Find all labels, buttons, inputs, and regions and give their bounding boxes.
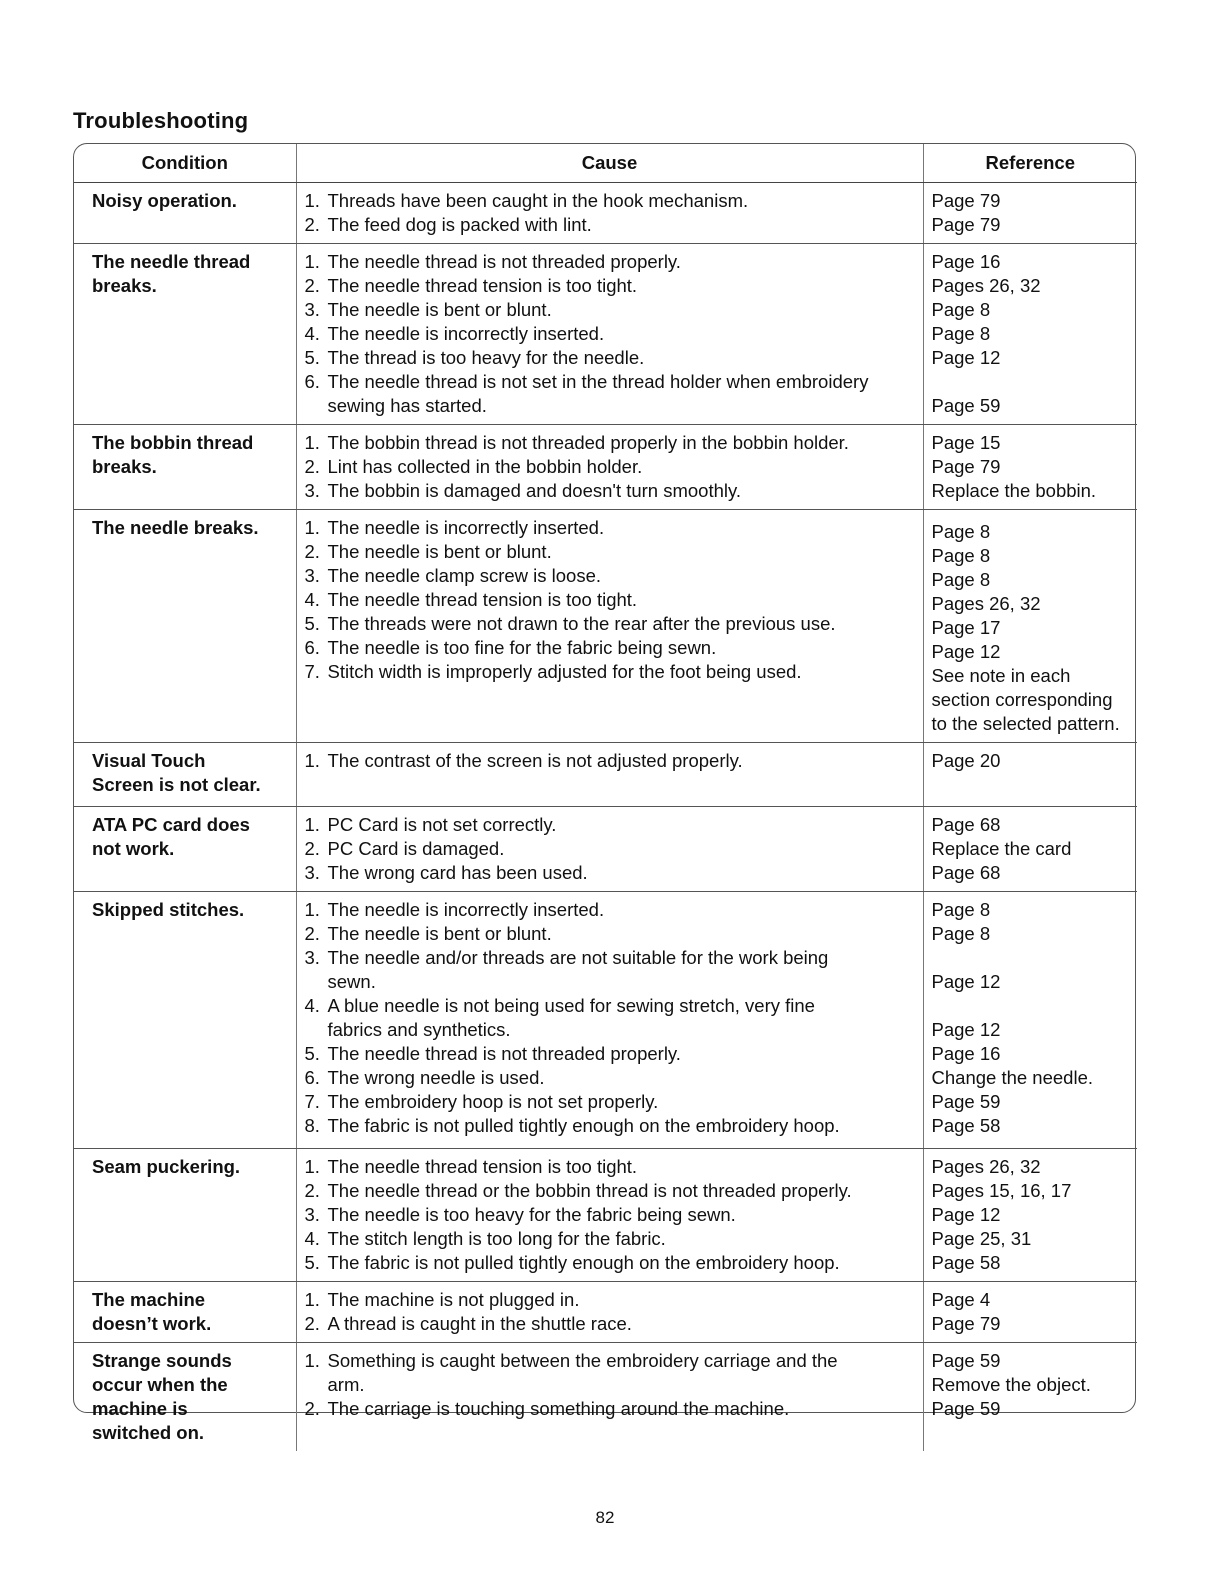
cause-text bbox=[328, 861, 917, 885]
condition-cell bbox=[74, 1282, 296, 1343]
cause-text bbox=[328, 946, 917, 994]
reference-text: Page 8 bbox=[931, 323, 991, 344]
condition-text: ATA PC card does bbox=[92, 814, 250, 835]
cause-text-line: The fabric is not pulled tightly enough on the embroidery hoop. bbox=[327, 1115, 840, 1136]
reference-text: Page 59 bbox=[931, 1398, 1001, 1419]
cause-text bbox=[328, 636, 917, 660]
cause-text-line: The needle thread is not threaded properly. bbox=[327, 1043, 681, 1064]
reference-text: Page 79 bbox=[931, 1313, 1001, 1334]
condition-text: The needle breaks. bbox=[92, 517, 259, 538]
cause-text bbox=[328, 1288, 917, 1312]
cause-text bbox=[328, 749, 917, 773]
reference-text: Page 20 bbox=[931, 750, 1001, 771]
reference-text: Page 68 bbox=[931, 814, 1001, 835]
cause-item bbox=[305, 898, 917, 922]
header-reference: Reference bbox=[923, 144, 1137, 183]
cause-text-line: PC Card is not set correctly. bbox=[327, 814, 557, 835]
reference-cell bbox=[923, 183, 1137, 244]
cause-item bbox=[305, 946, 917, 994]
cause-text bbox=[328, 1203, 917, 1227]
reference-text: Page 79 bbox=[931, 456, 1001, 477]
reference-text: Page 68 bbox=[931, 862, 1001, 883]
cause-cell bbox=[296, 892, 923, 1149]
cause-number: 1. bbox=[304, 750, 320, 771]
cause-item bbox=[305, 516, 917, 540]
cause-text bbox=[328, 837, 917, 861]
cause-number: 5. bbox=[304, 347, 320, 368]
reference-cell bbox=[923, 1149, 1137, 1282]
reference-cell bbox=[923, 1282, 1137, 1343]
cause-item bbox=[305, 1397, 917, 1421]
cause-text-line: The needle thread is not set in the thread holder when embroidery bbox=[327, 371, 869, 392]
cause-number: 4. bbox=[304, 323, 320, 344]
reference-cell bbox=[923, 807, 1137, 892]
reference-text: Page 58 bbox=[931, 1115, 1001, 1136]
cause-text bbox=[328, 431, 917, 455]
cause-number: 7. bbox=[304, 1091, 320, 1112]
reference-text: Replace the card bbox=[931, 838, 1072, 859]
cause-number: 6. bbox=[304, 637, 320, 658]
cause-text bbox=[328, 1397, 917, 1421]
cause-text-line: The needle is incorrectly inserted. bbox=[327, 323, 605, 344]
cause-number: 5. bbox=[304, 1043, 320, 1064]
page-title: Troubleshooting bbox=[73, 108, 249, 133]
reference-text: Page 15 bbox=[931, 432, 1001, 453]
reference-text: to the selected pattern. bbox=[931, 713, 1120, 734]
cause-number: 2. bbox=[304, 1313, 320, 1334]
cause-item bbox=[305, 250, 917, 274]
cause-item bbox=[305, 660, 917, 684]
cause-text-line: The stitch length is too long for the fabric. bbox=[327, 1228, 666, 1249]
cause-number: 1. bbox=[304, 899, 320, 920]
reference-text: Page 8 bbox=[931, 521, 991, 542]
cause-text-line: The needle clamp screw is loose. bbox=[327, 565, 602, 586]
cause-text-line: The fabric is not pulled tightly enough on the embroidery hoop. bbox=[327, 1252, 840, 1273]
cause-text-line: The feed dog is packed with lint. bbox=[327, 214, 592, 235]
cause-text-line: sewing has started. bbox=[327, 395, 487, 416]
cause-item bbox=[305, 861, 917, 885]
cause-text bbox=[328, 1227, 917, 1251]
cause-number: 4. bbox=[304, 589, 320, 610]
cause-text bbox=[328, 612, 917, 636]
cause-number: 7. bbox=[304, 661, 320, 682]
table-row bbox=[74, 510, 1137, 743]
condition-cell bbox=[74, 1149, 296, 1282]
cause-item bbox=[305, 1179, 917, 1203]
cause-number: 6. bbox=[304, 371, 320, 392]
cause-text bbox=[328, 660, 917, 684]
reference-text: Pages 26, 32 bbox=[931, 1156, 1041, 1177]
cause-text-line: The threads were not drawn to the rear after the previous use. bbox=[327, 613, 836, 634]
condition-cell bbox=[74, 807, 296, 892]
cause-cell bbox=[296, 1343, 923, 1452]
condition-cell bbox=[74, 743, 296, 807]
cause-item bbox=[305, 1227, 917, 1251]
table-row bbox=[74, 425, 1137, 510]
cause-item bbox=[305, 1042, 917, 1066]
cause-text-line: The needle thread tension is too tight. bbox=[327, 589, 638, 610]
condition-text: The bobbin thread bbox=[92, 432, 254, 453]
cause-number: 6. bbox=[304, 1067, 320, 1088]
reference-text: Page 4 bbox=[931, 1289, 991, 1310]
reference-text: Page 79 bbox=[931, 214, 1001, 235]
cause-text-line: The needle thread or the bobbin thread is not threaded properly. bbox=[327, 1180, 852, 1201]
reference-text bbox=[932, 370, 1136, 394]
cause-text bbox=[328, 274, 917, 298]
cause-cell bbox=[296, 807, 923, 892]
cause-text bbox=[328, 298, 917, 322]
reference-text: Replace the bobbin. bbox=[931, 480, 1097, 501]
cause-number: 3. bbox=[304, 947, 320, 968]
cause-number: 4. bbox=[304, 1228, 320, 1249]
condition-text: switched on. bbox=[92, 1422, 205, 1443]
cause-text-line: The needle is bent or blunt. bbox=[327, 299, 552, 320]
condition-text: Screen is not clear. bbox=[92, 774, 261, 795]
reference-text bbox=[932, 946, 1136, 970]
cause-text-line: The needle thread is not threaded properly. bbox=[327, 251, 681, 272]
cause-text-line: Stitch width is improperly adjusted for the foot being used. bbox=[327, 661, 802, 682]
cause-number: 1. bbox=[304, 190, 320, 211]
reference-cell bbox=[923, 510, 1137, 743]
table-body bbox=[74, 183, 1137, 1452]
condition-text: breaks. bbox=[92, 275, 157, 296]
cause-number: 5. bbox=[304, 1252, 320, 1273]
cause-text bbox=[328, 922, 917, 946]
cause-item bbox=[305, 837, 917, 861]
reference-text: Page 8 bbox=[931, 899, 991, 920]
troubleshooting-table bbox=[74, 144, 1137, 1451]
cause-text bbox=[328, 1066, 917, 1090]
cause-item bbox=[305, 749, 917, 773]
header-cause: Cause bbox=[296, 144, 923, 183]
cause-text-line: Something is caught between the embroidery carriage and the bbox=[327, 1350, 838, 1371]
cause-cell bbox=[296, 510, 923, 743]
cause-cell bbox=[296, 1282, 923, 1343]
cause-text bbox=[328, 1179, 917, 1203]
troubleshooting-table-frame bbox=[73, 143, 1136, 1443]
cause-text-line: sewn. bbox=[327, 971, 376, 992]
cause-text-line: The needle thread tension is too tight. bbox=[327, 275, 638, 296]
cause-item bbox=[305, 564, 917, 588]
cause-number: 2. bbox=[304, 838, 320, 859]
reference-cell bbox=[923, 244, 1137, 425]
cause-number: 3. bbox=[304, 1204, 320, 1225]
condition-text: The machine bbox=[92, 1289, 206, 1310]
cause-text-line: The needle and/or threads are not suitable for the work being bbox=[327, 947, 829, 968]
cause-text bbox=[328, 994, 917, 1042]
cause-number: 1. bbox=[304, 251, 320, 272]
cause-text bbox=[328, 564, 917, 588]
cause-text bbox=[328, 898, 917, 922]
cause-text-line: The carriage is touching something around the machine. bbox=[327, 1398, 790, 1419]
cause-item bbox=[305, 370, 917, 418]
cause-text-line: The needle is bent or blunt. bbox=[327, 923, 552, 944]
cause-text-line: A thread is caught in the shuttle race. bbox=[327, 1313, 632, 1334]
cause-item bbox=[305, 1288, 917, 1312]
cause-number: 5. bbox=[304, 613, 320, 634]
cause-item bbox=[305, 1312, 917, 1336]
condition-text: doesn’t work. bbox=[92, 1313, 212, 1334]
cause-cell bbox=[296, 183, 923, 244]
reference-text: Page 17 bbox=[931, 617, 1001, 638]
reference-text: Page 59 bbox=[931, 1091, 1001, 1112]
cause-item bbox=[305, 1251, 917, 1275]
cause-text bbox=[328, 1114, 917, 1138]
cause-text-line: The needle is too fine for the fabric being sewn. bbox=[327, 637, 717, 658]
cause-item bbox=[305, 636, 917, 660]
reference-text: Page 79 bbox=[931, 190, 1001, 211]
cause-number: 8. bbox=[304, 1115, 320, 1136]
cause-text bbox=[328, 455, 917, 479]
cause-item bbox=[305, 346, 917, 370]
cause-text-line: The needle thread tension is too tight. bbox=[327, 1156, 638, 1177]
reference-cell bbox=[923, 892, 1137, 1149]
table-row bbox=[74, 244, 1137, 425]
cause-item bbox=[305, 612, 917, 636]
cause-text-line: fabrics and synthetics. bbox=[327, 1019, 511, 1040]
cause-item bbox=[305, 1090, 917, 1114]
cause-item bbox=[305, 1203, 917, 1227]
reference-text: See note in each bbox=[931, 665, 1071, 686]
condition-text: Visual Touch bbox=[92, 750, 206, 771]
cause-text-line: The embroidery hoop is not set properly. bbox=[327, 1091, 659, 1112]
cause-item bbox=[305, 322, 917, 346]
reference-text: Page 59 bbox=[931, 395, 1001, 416]
reference-text: Pages 26, 32 bbox=[931, 593, 1041, 614]
reference-text: Remove the object. bbox=[931, 1374, 1091, 1395]
cause-number: 2. bbox=[304, 275, 320, 296]
cause-text bbox=[328, 250, 917, 274]
reference-text: Page 8 bbox=[931, 299, 991, 320]
condition-text: not work. bbox=[92, 838, 175, 859]
table-row bbox=[74, 1282, 1137, 1343]
cause-item bbox=[305, 189, 917, 213]
header-condition: Condition bbox=[74, 144, 296, 183]
table-row bbox=[74, 183, 1137, 244]
cause-cell bbox=[296, 244, 923, 425]
cause-text bbox=[328, 1090, 917, 1114]
cause-item bbox=[305, 274, 917, 298]
reference-text: section corresponding bbox=[931, 689, 1113, 710]
reference-text: Page 8 bbox=[931, 569, 991, 590]
cause-number: 2. bbox=[304, 923, 320, 944]
cause-text-line: The thread is too heavy for the needle. bbox=[327, 347, 645, 368]
cause-item bbox=[305, 1349, 917, 1397]
table-row bbox=[74, 807, 1137, 892]
cause-text-line: The needle is too heavy for the fabric being sewn. bbox=[327, 1204, 736, 1225]
condition-text: breaks. bbox=[92, 456, 157, 477]
cause-cell bbox=[296, 425, 923, 510]
cause-text bbox=[328, 322, 917, 346]
cause-item bbox=[305, 922, 917, 946]
reference-text: Page 25, 31 bbox=[931, 1228, 1032, 1249]
cause-text-line: The needle is incorrectly inserted. bbox=[327, 899, 605, 920]
cause-text-line: The bobbin is damaged and doesn't turn smoothly. bbox=[327, 480, 742, 501]
reference-text: Page 58 bbox=[931, 1252, 1001, 1273]
cause-text bbox=[328, 370, 917, 418]
cause-text bbox=[328, 1251, 917, 1275]
page-number: 82 bbox=[595, 1508, 615, 1527]
cause-text-line: The needle is incorrectly inserted. bbox=[327, 517, 605, 538]
reference-text: Page 16 bbox=[931, 1043, 1001, 1064]
cause-item bbox=[305, 994, 917, 1042]
cause-cell bbox=[296, 743, 923, 807]
table-row bbox=[74, 1149, 1137, 1282]
cause-item bbox=[305, 298, 917, 322]
cause-text bbox=[328, 813, 917, 837]
cause-text bbox=[328, 213, 917, 237]
condition-text: machine is bbox=[92, 1398, 188, 1419]
reference-text: Page 8 bbox=[931, 923, 991, 944]
cause-number: 1. bbox=[304, 517, 320, 538]
reference-text: Page 12 bbox=[931, 1204, 1001, 1225]
condition-cell bbox=[74, 892, 296, 1149]
cause-text-line: The bobbin thread is not threaded properly in the bobbin holder. bbox=[327, 432, 849, 453]
cause-text-line: The contrast of the screen is not adjusted properly. bbox=[327, 750, 743, 771]
cause-text-line: A blue needle is not being used for sewing stretch, very fine bbox=[327, 995, 815, 1016]
cause-item bbox=[305, 1155, 917, 1179]
table-row bbox=[74, 1343, 1137, 1452]
cause-item bbox=[305, 213, 917, 237]
cause-number: 3. bbox=[304, 565, 320, 586]
reference-cell bbox=[923, 425, 1137, 510]
cause-number: 1. bbox=[304, 814, 320, 835]
reference-cell bbox=[923, 743, 1137, 807]
reference-text: Pages 26, 32 bbox=[931, 275, 1041, 296]
condition-text: occur when the bbox=[92, 1374, 228, 1395]
cause-text bbox=[328, 1312, 917, 1336]
cause-number: 3. bbox=[304, 299, 320, 320]
cause-number: 2. bbox=[304, 1398, 320, 1419]
cause-text bbox=[328, 1349, 917, 1397]
condition-text: Strange sounds bbox=[92, 1350, 232, 1371]
condition-cell bbox=[74, 244, 296, 425]
cause-text-line: The machine is not plugged in. bbox=[327, 1289, 580, 1310]
cause-number: 2. bbox=[304, 1180, 320, 1201]
cause-item bbox=[305, 813, 917, 837]
cause-number: 3. bbox=[304, 480, 320, 501]
cause-number: 4. bbox=[304, 995, 320, 1016]
reference-cell bbox=[923, 1343, 1137, 1452]
cause-number: 1. bbox=[304, 1156, 320, 1177]
condition-cell bbox=[74, 1343, 296, 1452]
condition-cell bbox=[74, 183, 296, 244]
condition-cell bbox=[74, 425, 296, 510]
cause-item bbox=[305, 431, 917, 455]
cause-text bbox=[328, 540, 917, 564]
cause-text-line: Lint has collected in the bobbin holder. bbox=[327, 456, 643, 477]
cause-text-line: The wrong needle is used. bbox=[327, 1067, 545, 1088]
cause-item bbox=[305, 479, 917, 503]
reference-text: Page 12 bbox=[931, 641, 1001, 662]
reference-text: Page 59 bbox=[931, 1350, 1001, 1371]
reference-text: Page 12 bbox=[931, 347, 1001, 368]
condition-cell bbox=[74, 510, 296, 743]
reference-text: Page 12 bbox=[931, 971, 1001, 992]
cause-text bbox=[328, 189, 917, 213]
cause-text-line: arm. bbox=[327, 1374, 365, 1395]
cause-item bbox=[305, 455, 917, 479]
reference-text bbox=[932, 994, 1136, 1018]
cause-text-line: The wrong card has been used. bbox=[327, 862, 588, 883]
reference-text: Change the needle. bbox=[931, 1067, 1093, 1088]
reference-text: Page 16 bbox=[931, 251, 1001, 272]
cause-number: 2. bbox=[304, 541, 320, 562]
cause-number: 1. bbox=[304, 1289, 320, 1310]
table-row bbox=[74, 892, 1137, 1149]
condition-text: Seam puckering. bbox=[92, 1156, 241, 1177]
reference-text: Page 12 bbox=[931, 1019, 1001, 1040]
condition-text: The needle thread bbox=[92, 251, 251, 272]
cause-item bbox=[305, 588, 917, 612]
cause-item bbox=[305, 540, 917, 564]
cause-number: 3. bbox=[304, 862, 320, 883]
cause-item bbox=[305, 1114, 917, 1138]
cause-number: 1. bbox=[304, 1350, 320, 1371]
cause-text bbox=[328, 588, 917, 612]
cause-text bbox=[328, 1042, 917, 1066]
cause-text bbox=[328, 346, 917, 370]
cause-text bbox=[328, 516, 917, 540]
cause-text bbox=[328, 1155, 917, 1179]
condition-text: Noisy operation. bbox=[92, 190, 237, 211]
cause-item bbox=[305, 1066, 917, 1090]
cause-text-line: PC Card is damaged. bbox=[327, 838, 505, 859]
cause-text-line: The needle is bent or blunt. bbox=[327, 541, 552, 562]
cause-number: 2. bbox=[304, 456, 320, 477]
table-header-row bbox=[74, 144, 1137, 183]
cause-number: 2. bbox=[304, 214, 320, 235]
reference-text: Pages 15, 16, 17 bbox=[931, 1180, 1072, 1201]
condition-text: Skipped stitches. bbox=[92, 899, 245, 920]
cause-text bbox=[328, 479, 917, 503]
reference-text: Page 8 bbox=[931, 545, 991, 566]
cause-cell bbox=[296, 1149, 923, 1282]
cause-text-line: Threads have been caught in the hook mechanism. bbox=[327, 190, 749, 211]
table-row bbox=[74, 743, 1137, 807]
cause-number: 1. bbox=[304, 432, 320, 453]
